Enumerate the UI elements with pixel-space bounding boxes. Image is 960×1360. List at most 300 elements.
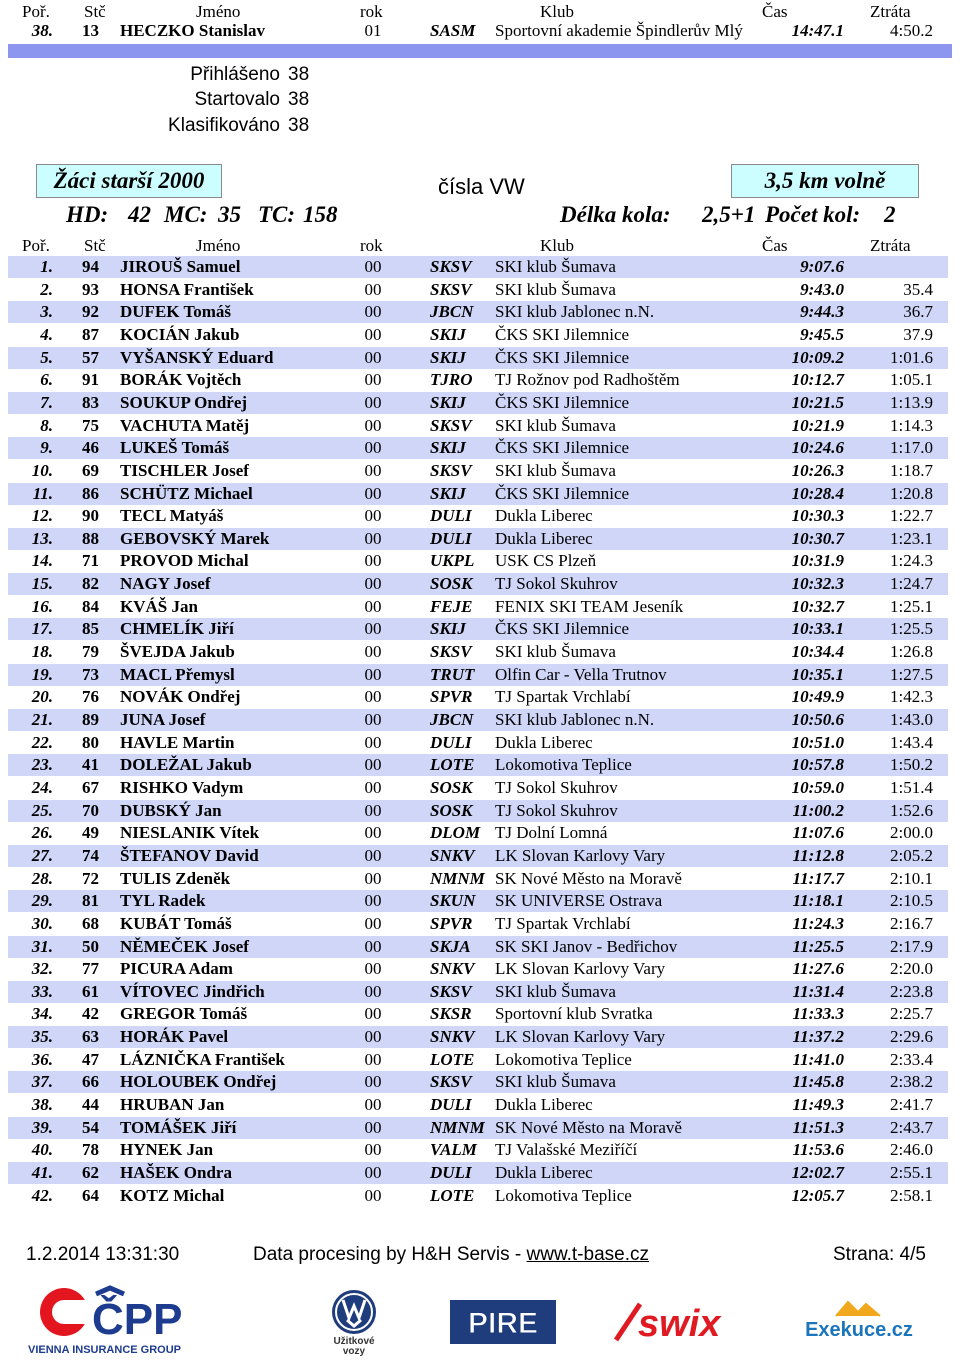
time-loss: 1:25.1 [890,596,933,616]
time-loss: 2:41.7 [890,1095,933,1115]
athlete-name: KVÁŠ Jan [120,596,198,616]
col-club: Klub [540,236,574,255]
result-row [8,845,948,867]
bib: 46 [82,438,99,458]
time-loss: 1:14.3 [890,415,933,435]
bib: 68 [82,913,99,933]
club-code: DULI [430,732,472,752]
club-name: SKI klub Jablonec n.N. [495,302,655,322]
rank: 22. [31,732,53,752]
rank: 42. [31,1185,53,1205]
time-loss: 1:18.7 [890,460,933,480]
time-loss: 36.7 [903,302,933,322]
result-row [8,618,948,640]
rank: 31. [31,936,53,956]
lap-count-label: Počet kol: [765,202,861,227]
race-time: 11:00.2 [792,800,844,820]
result-row [8,1162,948,1184]
bib: 82 [82,574,99,594]
time-loss: 2:58.1 [890,1185,933,1205]
club-name: Lokomotiva Teplice [495,755,632,775]
bib: 63 [82,1027,99,1047]
club-code: LOTE [430,755,475,775]
athlete-name: HECZKO Stanislav [120,21,266,40]
tbase-link[interactable]: www.t-base.cz [526,1244,649,1265]
athlete-name: HORÁK Pavel [120,1027,229,1047]
rank: 20. [31,687,53,707]
rank: 17. [31,619,53,639]
club-name: Olfin Car - Vella Trutnov [495,664,667,684]
rank: 19. [31,664,53,684]
col-stc: Stč [84,2,106,21]
stat-value: 38 [288,115,310,136]
time-loss: 1:42.3 [890,687,933,707]
athlete-name: ŠVEJDA Jakub [120,642,235,662]
rank: 27. [31,845,53,865]
bib: 76 [82,687,99,707]
club-name: SKI klub Šumava [495,460,616,480]
athlete-name: VÍTOVEC Jindřich [120,981,265,1001]
rank: 28. [31,868,53,888]
race-time: 11:24.3 [792,913,844,933]
pire-wordmark: PIRE [467,1307,539,1340]
bib: 62 [82,1163,99,1182]
athlete-name: TYL Radek [120,891,206,911]
club-code: SKSV [430,415,472,435]
bib: 67 [82,777,99,797]
bib: 13 [82,21,99,40]
time-loss: 1:27.5 [890,664,933,684]
athlete-name: LÁZNIČKA František [120,1049,285,1069]
club-code: SASM [430,21,476,40]
bib: 72 [82,868,99,888]
birth-year: 00 [364,936,382,956]
birth-year: 00 [364,1004,382,1024]
club-name: TJ Sokol Skuhrov [495,777,618,797]
club-code: SNKV [430,845,475,865]
time-loss: 35.4 [903,279,933,299]
result-row [8,573,948,595]
birth-year: 00 [364,574,382,594]
race-time: 14:47.1 [791,21,844,40]
pire-logo [450,1300,556,1344]
birth-year: 00 [364,415,382,435]
bib: 61 [82,981,99,1001]
bib: 74 [82,845,99,865]
race-time: 10:21.5 [791,392,844,412]
club-name: ČKS SKI Jilemnice [495,347,630,367]
birth-year: 00 [364,664,382,684]
col-loss: Ztráta [870,2,911,21]
top-column-header [0,2,960,22]
club-code: JBCN [430,302,474,322]
col-name: Jméno [196,2,241,21]
rank: 38. [31,1095,53,1115]
athlete-name: TECL Matyáš [120,506,224,526]
exekuce-logo [796,1296,922,1346]
bib: 77 [82,959,99,979]
bib: 66 [82,1072,99,1092]
time-loss: 2:05.2 [890,845,933,865]
birth-year: 00 [364,347,382,367]
club-code: SKIJ [430,324,466,344]
rank: 4. [40,324,53,344]
club-code: SKSR [430,1004,472,1024]
result-row [8,732,948,754]
athlete-name: ŠTEFANOV David [120,845,259,865]
bib: 57 [82,347,99,367]
hd-label: HD: [66,202,109,227]
result-row [8,686,948,708]
athlete-name: HAVLE Martin [120,732,235,752]
stat-started [0,89,330,115]
race-time: 10:57.8 [791,755,844,775]
club-name: SKI klub Šumava [495,1072,616,1092]
col-club: Klub [540,2,574,21]
lap-length-label: Délka kola: [560,202,671,227]
time-loss: 1:05.1 [890,370,933,390]
race-time: 10:32.3 [791,574,844,594]
rank: 14. [31,551,53,571]
rank: 33. [31,981,53,1001]
athlete-name: DUBSKÝ Jan [120,800,222,820]
club-name: ČKS SKI Jilemnice [495,438,630,458]
birth-year: 00 [364,800,382,820]
result-row [8,1071,948,1093]
club-name: SKI klub Šumava [495,279,616,299]
athlete-name: KOCIÁN Jakub [120,324,240,344]
bib: 42 [82,1004,99,1024]
bib: 47 [82,1049,99,1069]
bib: 50 [82,936,99,956]
time-loss: 1:17.0 [890,438,933,458]
rank: 1. [40,257,53,276]
rank: 11. [32,483,53,503]
birth-year: 00 [364,959,382,979]
hd-value: 42 [128,202,151,227]
club-code: JBCN [430,710,474,729]
bib: 85 [82,619,99,639]
club-name: SK Nové Město na Moravě [495,868,682,888]
race-time: 9:07.6 [800,257,844,276]
rank: 25. [31,800,53,820]
race-time: 10:24.6 [791,438,844,458]
col-por: Poř. [22,2,50,21]
rank: 12. [31,506,53,526]
club-name: TJ Spartak Vrchlabí [495,687,631,707]
athlete-name: NAGY Josef [120,574,211,594]
mc-label: MC: [164,202,208,227]
lap-count-value: 2 [884,202,896,227]
race-time: 10:30.7 [791,528,844,548]
rank: 3. [40,302,53,322]
rank: 8. [40,415,53,435]
athlete-name: VYŠANSKÝ Eduard [120,347,274,367]
race-time: 11:27.6 [792,959,844,979]
tc-value: 158 [303,202,338,227]
cpp-wordmark: ČPP [92,1295,183,1344]
stat-registered [0,64,330,90]
athlete-name: TULIS Zdeněk [120,868,231,888]
race-time: 9:43.0 [800,279,844,299]
race-time: 11:53.6 [792,1140,844,1160]
rank: 16. [31,596,53,616]
time-loss: 1:22.7 [890,506,933,526]
club-name: SKI klub Šumava [495,642,616,662]
stat-value: 38 [288,89,310,110]
col-por: Poř. [22,236,50,255]
club-name: SK UNIVERSE Ostrava [495,891,663,911]
birth-year: 01 [364,21,382,40]
result-row [8,1117,948,1139]
time-loss: 1:01.6 [890,347,933,367]
rank: 39. [31,1117,53,1137]
club-name: SK Nové Město na Moravě [495,1117,682,1137]
club-name: SKI klub Šumava [495,257,616,276]
birth-year: 00 [364,1072,382,1092]
athlete-name: LUKEŠ Tomáš [120,438,230,458]
stat-label: Startovalo [194,89,280,110]
footer-timestamp: 1.2.2014 13:31:30 [26,1244,180,1265]
club-code: SKSV [430,642,472,662]
athlete-name: NOVÁK Ondřej [120,687,241,707]
race-time: 10:34.4 [791,642,844,662]
result-row [8,822,948,844]
result-row [8,460,948,482]
time-loss: 2:46.0 [890,1140,933,1160]
birth-year: 00 [364,687,382,707]
time-loss: 2:33.4 [890,1049,933,1069]
race-time: 11:51.3 [792,1117,844,1137]
club-name: SK SKI Janov - Bedřichov [495,936,678,956]
birth-year: 00 [364,823,382,843]
result-row [8,641,948,663]
stat-classified [0,115,330,141]
result-row [8,369,948,391]
club-code: DULI [430,528,472,548]
race-time: 10:21.9 [791,415,844,435]
birth-year: 00 [364,619,382,639]
time-loss: 1:13.9 [890,392,933,412]
club-code: SKIJ [430,438,466,458]
time-loss: 2:38.2 [890,1072,933,1092]
athlete-name: HONSA František [120,279,254,299]
results-column-header [0,236,960,256]
rank: 34. [31,1004,53,1024]
birth-year: 00 [364,596,382,616]
stat-label: Klasifikováno [168,115,280,136]
birth-year: 00 [364,642,382,662]
bib: 79 [82,642,99,662]
club-code: DULI [430,1095,472,1115]
result-row [8,550,948,572]
rank: 24. [31,777,53,797]
col-time: Čas [762,236,788,255]
club-code: SKJA [430,936,471,956]
race-time: 11:49.3 [792,1095,844,1115]
club-name: Dukla Liberec [495,1163,593,1182]
birth-year: 00 [364,981,382,1001]
birth-year: 00 [364,506,382,526]
result-row [8,868,948,890]
birth-year: 00 [364,1140,382,1160]
bib: 92 [82,302,99,322]
club-code: SNKV [430,1027,475,1047]
club-code: DULI [430,1163,472,1182]
result-row [8,301,948,323]
race-time: 10:28.4 [791,483,844,503]
race-time: 11:25.5 [792,936,844,956]
club-name: Sportovní klub Svratka [495,1004,653,1024]
race-time: 10:35.1 [791,664,844,684]
race-time: 12:02.7 [791,1163,844,1182]
birth-year: 00 [364,460,382,480]
birth-year: 00 [364,324,382,344]
birth-year: 00 [364,732,382,752]
birth-year: 00 [364,1163,382,1182]
athlete-name: RISHKO Vadym [120,777,244,797]
club-code: SOSK [430,800,473,820]
time-loss: 1:50.2 [890,755,933,775]
result-row [8,528,948,550]
race-time: 10:32.7 [791,596,844,616]
club-code: LOTE [430,1049,475,1069]
bib: 80 [82,732,99,752]
birth-year: 00 [364,1117,382,1137]
club-code: NMNM [430,868,485,888]
footer-page-number: Strana: 4/5 [833,1244,926,1265]
race-time: 11:17.7 [792,868,844,888]
vw-numbers-label: čísla VW [438,174,525,199]
athlete-name: TISCHLER Josef [120,460,249,480]
rank: 37. [31,1072,53,1092]
rank: 36. [31,1049,53,1069]
race-time: 12:05.7 [791,1185,844,1205]
time-loss: 2:29.6 [890,1027,933,1047]
race-time: 10:49.9 [791,687,844,707]
birth-year: 00 [364,913,382,933]
result-row [8,256,948,278]
club-code: SKUN [430,891,476,911]
time-loss: 4:50.2 [890,21,933,40]
club-code: LOTE [430,1185,475,1205]
time-loss: 1:51.4 [890,777,933,797]
athlete-name: HAŠEK Ondra [120,1163,232,1182]
birth-year: 00 [364,370,382,390]
club-code: NMNM [430,1117,485,1137]
result-row [8,483,948,505]
rank: 21. [31,710,53,729]
athlete-name: SOUKUP Ondřej [120,392,248,412]
club-code: SPVR [430,913,473,933]
rank: 35. [31,1027,53,1047]
time-loss: 2:17.9 [890,936,933,956]
club-code: SPVR [430,687,473,707]
club-name: ČKS SKI Jilemnice [495,392,630,412]
club-name: SKI klub Šumava [495,981,616,1001]
result-row [8,505,948,527]
athlete-name: TOMÁŠEK Jiří [120,1117,237,1137]
athlete-name: PROVOD Michal [120,551,249,571]
rank: 18. [31,642,53,662]
athlete-name: GREGOR Tomáš [120,1004,248,1024]
birth-year: 00 [364,392,382,412]
birth-year: 00 [364,1185,382,1205]
birth-year: 00 [364,551,382,571]
col-time: Čas [762,2,788,21]
birth-year: 00 [364,302,382,322]
birth-year: 00 [364,1027,382,1047]
club-code: FEJE [430,596,473,616]
result-row [8,1003,948,1025]
result-row [8,279,948,301]
birth-year: 00 [364,438,382,458]
athlete-name: JUNA Josef [120,710,206,729]
race-time: 11:12.8 [792,845,844,865]
athlete-name: NĚMEČEK Josef [120,936,249,956]
bib: 86 [82,483,99,503]
club-name: Lokomotiva Teplice [495,1049,632,1069]
swix-wordmark: swix [638,1303,721,1345]
vw-utility-logo [318,1288,390,1356]
rank: 38. [31,21,53,40]
result-row [8,981,948,1003]
time-loss: 1:20.8 [890,483,933,503]
result-row [8,1049,948,1071]
race-time: 10:30.3 [791,506,844,526]
rank: 41. [31,1163,53,1182]
club-name: TJ Dolní Lomná [495,823,608,843]
athlete-name: PICURA Adam [120,959,233,979]
bib: 44 [82,1095,99,1115]
athlete-name: HRUBAN Jan [120,1095,225,1115]
club-code: VALM [430,1140,477,1160]
bib: 69 [82,460,99,480]
bib: 90 [82,506,99,526]
distance-label: 3,5 km volně [731,164,919,198]
result-row [8,664,948,686]
athlete-name: DOLEŽAL Jakub [120,755,252,775]
club-name: TJ Spartak Vrchlabí [495,913,631,933]
club-code: SKIJ [430,392,466,412]
result-row [8,936,948,958]
bib: 73 [82,664,99,684]
stats-block [0,64,330,144]
club-name: Dukla Liberec [495,732,593,752]
birth-year: 00 [364,845,382,865]
athlete-name: CHMELÍK Jiří [120,619,234,639]
bib: 49 [82,823,99,843]
club-code: TJRO [430,370,473,390]
result-row [8,777,948,799]
birth-year: 00 [364,279,382,299]
club-name: FENIX SKI TEAM Jeseník [495,596,684,616]
athlete-name: KOTZ Michal [120,1185,225,1205]
race-time: 11:33.3 [792,1004,844,1024]
col-rok: rok [360,236,383,255]
col-name: Jméno [196,236,241,255]
result-row [8,596,948,618]
bib: 81 [82,891,99,911]
rank: 32. [31,959,53,979]
result-row [8,800,948,822]
race-time: 10:51.0 [791,732,844,752]
bib: 70 [82,800,99,820]
time-loss: 1:24.3 [890,551,933,571]
bib: 88 [82,528,99,548]
rank: 15. [31,574,53,594]
rank: 6. [40,370,53,390]
